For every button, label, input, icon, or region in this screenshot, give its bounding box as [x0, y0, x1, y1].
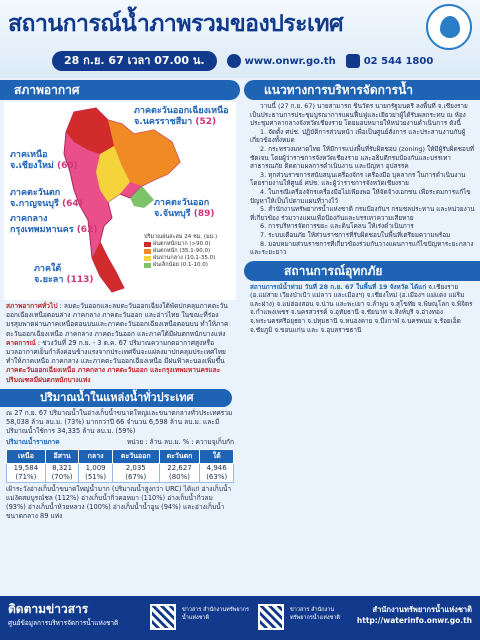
table-cell: 8,321 (70%): [45, 463, 79, 482]
col-northeast: อีสาน: [45, 449, 79, 463]
table-row: [7, 463, 234, 482]
col-south: ใต้: [200, 449, 234, 463]
flood-heading: สถานการณ์อุทกภัย: [244, 261, 480, 281]
legend-swatch: [144, 263, 151, 268]
phone-icon: [346, 54, 360, 68]
qr-code[interactable]: [258, 604, 284, 630]
table-cell: 19,584 (71%): [7, 463, 46, 482]
management-para: 3. ทุกส่วนราชการสนับสนุนเครื่องจักร เครื่องมือ บุคลากร ในการดำเนินงาน โดยรายงานให้ศูนย์ ศปช. และผู้ว่าราชการจังหวัดเชียงราย: [250, 170, 466, 188]
reservoir-heading: ปริมาณน้ำในแหล่งน้ำทั่วประเทศ: [0, 389, 232, 407]
management-para: 2. กระทรวงมหาดไทย ให้มีการแบ่งพื้นที่รับผิดชอบ (zoning) ให้มีผู้รับผิดชอบที่ชัดเจน โดยผู้ว่าราชการจังหวัดเชียงราย และอธิบดีกรมป้องกันและบรรเทาสาธารณภัย ติดตามผลการดำเนินงาน และปัญหา อุปสรรค: [250, 144, 475, 171]
management-para: 6. การบริหารจัดการขยะ และดินโคลน ให้เร่งดำเนินการ: [260, 222, 414, 231]
table-caption: ปริมาณน้ำรายภาค: [6, 437, 60, 446]
col-north: เหนือ: [7, 449, 46, 463]
region-central: ภาคกลาง กรุงเทพมหานคร (62): [10, 214, 98, 235]
management-para: วานนี้ (27 ก.ย. 67) นายสามารถ ชินวัตร นายกรัฐมนตรี ลงพื้นที่ จ.เชียงราย เป็นประธานการประชุมบูรณาการแผนฟื้นฟูและเยียวยาผู้ได้รับผลกระทบ ณ ห้องประชุมศาลากลางจังหวัดเชียงราย โดยมอบหมายให้หน่วยงานดำเนินการ ดังนี้: [250, 102, 468, 128]
legend-item: ฝนตกหนักมาก (>90.0): [144, 241, 230, 248]
weather-heading: สภาพอากาศ: [0, 80, 240, 100]
reservoir-watch-note: เฝ้าระวังอ่างเก็บน้ำขนาดใหญ่น้ำมาก (ปริมาณน้ำสูงกว่า URC) ได้แก่ อ่างเก็บน้ำแม่งัดสมบูรณ์ชล (112%) อ่างเก็บน้ำกิ่วคอหมา (110%) อ่างเก็บน้ำกิ่วลม (93%) อ่างเก็บน้ำห้วยหลวง (100%) อ่างเก็บน้ำน้ำอูน (94%) และอ่างเก็บน้ำขนาดกลาง 89 แห่ง: [6, 484, 232, 520]
table-caption-row: [6, 438, 234, 447]
rain-legend: [144, 234, 230, 269]
management-para: 5. สำนักงานทรัพยากรน้ำแห่งชาติ กรมป้องกันฯ กรมชลประทาน และหน่วยงานที่เกี่ยวข้อง ร่วมวางแผนเพื่อป้องกันและบรรเทาความเสียหาย: [250, 205, 475, 222]
left-column: [0, 80, 240, 595]
org-name: สำนักงานทรัพยากรน้ำแห่งชาติ: [372, 605, 472, 614]
onwr-logo: [426, 4, 472, 50]
right-column: [244, 80, 480, 595]
flood-body: จ.เชียงราย (อ.แม่สาย เวียงป่าเป้า แม่ลาว และเมืองฯ) จ.เชียงใหม่ (อ.เมืองฯ แม่แตง แม่ริม และฝาง) จ.แม่ฮ่องสอน จ.น่าน และพะเยา จ.ลำพูน จ.สุโขทัย จ.พิษณุโลก จ.พิจิตร จ.กำแพงเพชร จ.นครสวรรค์ จ.อุทัยธานี จ.ชัยนาท จ.สิงห์บุรี จ.อ่างทอง จ.พระนครศรีอยุธยา จ.ปทุมธานี จ.หนองคาย จ.บึงกาฬ จ.นครพนม จ.ร้อยเอ็ด จ.ชัยภูมิ จ.ขอนแก่น และ จ.อุบลราชธานี: [250, 282, 473, 334]
thailand-rain-map: [4, 102, 236, 300]
management-para: 1. จัดตั้ง ศปช. ปฏิบัติการส่วนหน้า เพื่อเป็นศูนย์สั่งการ และประสานงานกับผู้เกี่ยวข้องทั้งหมด: [250, 127, 466, 145]
weather-summary: สภาพอากาศทั่วไป : ลมตะวันออกและลมตะวันออกเฉียงใต้พัดปกคลุมภาคตะวันออกเฉียงเหนือตอนล่าง ภาคกลาง ภาคตะวันออก และอ่าวไทย ในขณะที่ร่องมรสุมพาดผ่านภาคเหนือตอนบนและภาคตะวันออกเฉียงเหนือตอนบน ทำให้ภาคตะวันออกเฉียงเหนือ ภาคกลาง ภาคตะวันออก และภาคใต้มีฝนตกหนักบางแห่ง คาดการณ์ : ช่วงวันที่ 29 ก.ย. - 3 ต.ค. 67 ปริมาณความกดอากาศสูงหรือมวลอากาศเย็นกำลังค่อนข้างแรงจากประเทศจีนจะแผ่ลงมาปกคลุมประเทศไทย ทำให้ภาคเหนือ ภาคกลาง และภาคตะวันออกเฉียงเหนือ มีฝนฟ้าคะนองเพิ่มขึ้น ภาคตะวันออกเฉียงเหนือ ภาคกลาง ภาคตะวันออก และกรุงเทพมหานครและปริมณฑลมีฝนตกหนักบางแห่ง: [6, 302, 229, 384]
table-cell: 22,627 (80%): [159, 463, 200, 482]
col-west: ตะวันตก: [159, 449, 200, 463]
management-heading: แนวทางการบริหารจัดการน้ำ: [244, 80, 480, 100]
date-badge: 28 ก.ย. 67 เวลา 07.00 น.: [52, 51, 217, 71]
legend-swatch: [144, 249, 151, 254]
flood-text: [250, 283, 476, 335]
header: [0, 0, 480, 78]
center-name: ศูนย์ข้อมูลการบริหารจัดการน้ำแห่งชาติ: [8, 619, 119, 627]
region-north: ภาคเหนือ จ.เชียงใหม่ (60): [10, 150, 78, 171]
qr-code[interactable]: [150, 604, 176, 630]
follow-news: ติดตามข่าวสาร: [8, 602, 89, 616]
legend-swatch: [144, 256, 151, 261]
legend-item: ฝนเล็กน้อย (0.1-10.0): [144, 262, 230, 269]
flood-title: สถานการณ์น้ำท่วม วันที่ 28 ก.ย. 67 ในพื้นที่ 19 จังหวัด ได้แก่: [250, 282, 427, 291]
globe-icon: [227, 54, 241, 68]
region-south: ภาคใต้ จ.ยะลา (113): [34, 264, 94, 285]
org-site-link[interactable]: http://waterinfo.onwr.go.th: [356, 616, 472, 625]
table-cell: 2,035 (67%): [112, 463, 159, 482]
management-para: 8. มอบหมายส่วนราชการที่เกี่ยวข้องร่วมกันวางแผนการแก้ไขปัญหาระยะกลาง และระยะยาว: [250, 239, 474, 257]
legend-title: ปริมาณฝนสะสม 24 ชม. (มม.): [144, 234, 218, 240]
org-info: [357, 604, 472, 626]
footer: [0, 596, 480, 640]
management-para: 7. ระบบเตือนภัย ให้ส่วนราชการที่รับผิดชอบในพื้นที่เตรียมความพร้อม: [260, 230, 451, 239]
region-west: ภาคตะวันตก จ.กาญจนบุรี (64): [10, 188, 83, 209]
col-central: กลาง: [79, 449, 113, 463]
col-east: ตะวันออก: [112, 449, 159, 463]
page-title: สถานการณ์น้ำภาพรวมของประเทศ: [8, 11, 344, 37]
region-east: ภาคตะวันออก จ.จันทบุรี (89): [154, 198, 215, 219]
table-unit: หน่วย : ล้าน ลบ.ม. % : ความจุเก็บกัก: [126, 437, 234, 446]
table-cell: 4,946 (63%): [200, 463, 234, 482]
reservoir-intro: ณ 27 ก.ย. 67 ปริมาณน้ำในอ่างเก็บน้ำขนาดใหญ่และขนาดกลางทั่วประเทศรวม 58,038 ล้าน ลบ.ม. (73%) มากกว่าปี 66 จำนวน 6,598 ล้าน ลบ.ม. และมีปริมาณน้ำใช้การ 34,335 ล้าน ลบ.ม. (59%): [6, 408, 233, 435]
date-bar: [0, 50, 480, 72]
qr-label: ข่าวสาร สำนักงานทรัพยากรน้ำแห่งชาติ: [290, 607, 340, 621]
website-link[interactable]: www.onwr.go.th: [244, 55, 336, 67]
table-header-row: [7, 449, 234, 463]
phone-number: 02 544 1800: [363, 55, 434, 67]
management-text: [250, 102, 476, 257]
reservoir-table: [6, 449, 234, 483]
region-northeast: ภาคตะวันออกเฉียงเหนือ จ.นครราชสีมา (52): [134, 106, 229, 127]
legend-item: ฝนปานกลาง (10.1-35.0): [144, 255, 230, 262]
legend-item: ฝนตกหนัก (35.1-90.0): [144, 248, 230, 255]
table-cell: 1,009 (51%): [79, 463, 113, 482]
qr-label: ข่าวสาร สำนักงานทรัพยากรน้ำแห่งชาติ: [182, 607, 249, 621]
legend-swatch: [144, 242, 151, 247]
management-para: 4. ในกรณีเครื่องจักรเครื่องมือไม่เพียงพอ ให้จัดจ้างเอกชน เพื่อระดมการแก้ไขปัญหาให้เป็นไปตามแผนที่วางไว้: [250, 187, 471, 205]
